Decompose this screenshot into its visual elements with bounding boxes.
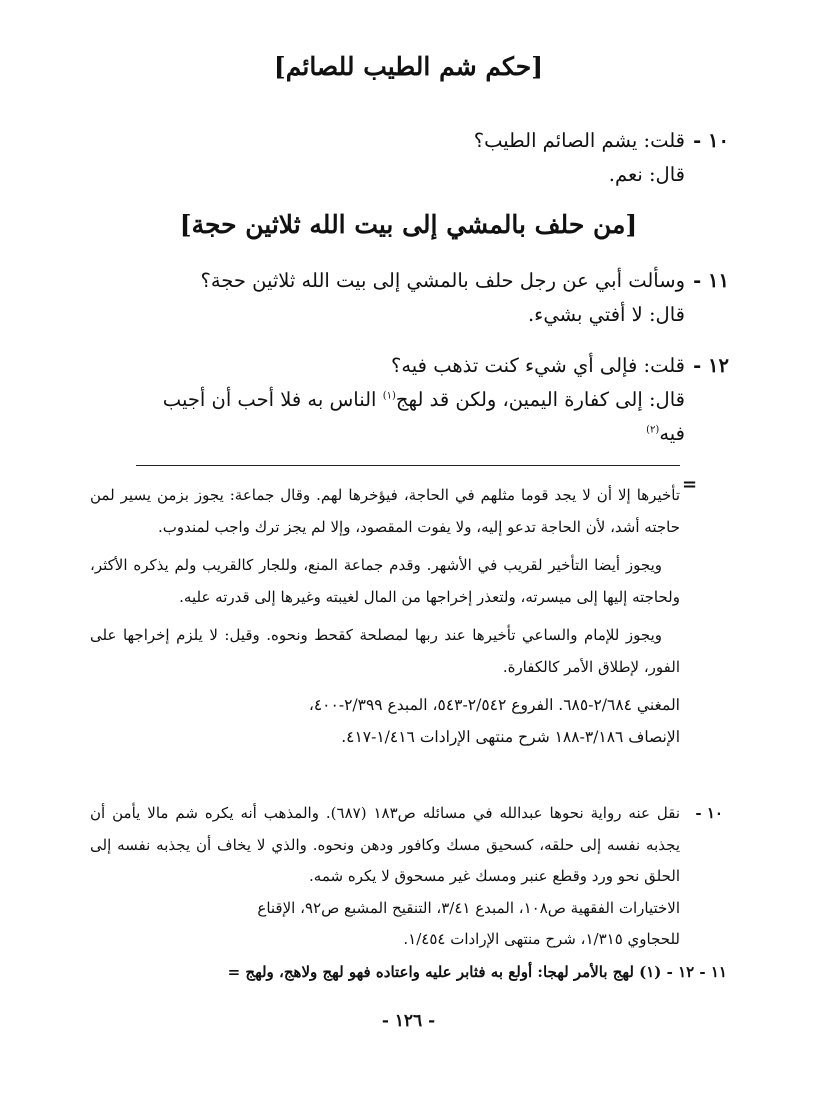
- answer-text: قال: لا أفتي بشيء.: [527, 303, 685, 326]
- entry-question: [60, 264, 729, 298]
- answer-part: فيه: [659, 422, 685, 445]
- entry-12: [60, 349, 729, 451]
- footnote-reference: المغني ٢/٦٨٤-٦٨٥. الفروع ٢/٥٤٢-٥٤٣، المبدع ٢/٣٩٩-٤٠٠،: [308, 696, 680, 714]
- entry-question: [60, 349, 729, 383]
- footnote-11-12: ١١ - ١٢ - (١) لهج بالأمر لهجا: أولع به فثابر عليه واعتاده فهو لهج ولاهج، ولهج =: [227, 963, 727, 981]
- footnote-paragraph: ويجوز للإمام والساعي تأخيرها عند ربها لمصلحة كقحط ونحوه. وقيل: لا يلزم إخراجها على الفور، لإطلاق الأمر كالكفارة.: [90, 626, 680, 676]
- answer-text: [60, 383, 729, 417]
- footnote-label: ١٠ -: [695, 804, 723, 822]
- question-text: قلت: فإلى أي شيء كنت تذهب فيه؟: [390, 354, 685, 377]
- footnote-marker: (١): [382, 390, 396, 402]
- footnotes-continued: [90, 480, 680, 753]
- footnote-reference: الإنصاف ٣/١٨٦-١٨٨ شرح منتهى الإرادات ١/٤١٦-٤١٧.: [341, 727, 680, 746]
- question-text: وسألت أبي عن رجل حلف بالمشي إلى بيت الله ثلاثين حجة؟: [200, 269, 685, 292]
- section-heading-perfume: [حكم شم الطيب للصائم]: [273, 52, 544, 81]
- footnote-10: [90, 798, 723, 956]
- answer-text: قال: نعم.: [608, 163, 685, 186]
- entry-number: ١٢ -: [693, 354, 729, 377]
- section-heading-oath: [من حلف بالمشي إلى بيت الله ثلاثين حجة]: [179, 210, 638, 239]
- footnote-paragraph: ويجوز أيضا التأخير لقريب في الأشهر. وقدم جماعة المنع، وللجار كالقريب ولم يذكره الأكثر، ولحاجته إليها إلى ميسرته، ولتعذر إخراجها من المال لغيبته وغيرها إلى قدرته عليه.: [90, 556, 680, 606]
- entry-11: [60, 264, 729, 332]
- entry-number: ١٠ -: [693, 129, 729, 152]
- answer-part: قال: إلى كفارة اليمين، ولكن قد لهج: [395, 388, 685, 411]
- question-text: قلت: يشم الصائم الطيب؟: [473, 129, 685, 152]
- page-number-text: - ١٢٦ -: [381, 1011, 436, 1031]
- footnote-body: [90, 798, 723, 956]
- page-number: [0, 1011, 817, 1031]
- footnote-text: نقل عنه رواية نحوها عبدالله في مسائله ص١٨٣ (٦٨٧). والمذهب أنه يكره شم مالا يأمن أن يجذبه نفسه إلى حلقه، كسحيق مسك وكافور ودهن ونحوه. والذي لا يخاف أن يجذبه نفسه إلى الحلق نحو ورد وقطع عنبر ومسك غير مسحوق لا يكره شمه.: [90, 804, 680, 885]
- continuation-mark: =: [682, 474, 698, 495]
- footnote-reference: الاختيارات الفقهية ص١٠٨، المبدع ٣/٤١، التنقيح المشبع ص٩٢، الإقناع: [257, 898, 680, 917]
- entry-question: [60, 124, 729, 158]
- entry-10: [60, 124, 729, 192]
- answer-part: الناس به فلا أحب أن أجيب: [162, 388, 383, 411]
- footnote-reference: للحجاوي ١/٣١٥، شرح منتهى الإرادات ١/٤٥٤.: [403, 930, 680, 948]
- footnote-paragraph: تأخيرها إلا أن لا يجد قوما مثلهم في الحاجة، فيؤخرها لهم. وقال جماعة: يجوز بزمن يسير لمن حاجته أشد، لأن الحاجة تدعو إليه، ولا يفوت المقصود، وإلا لم يجز ترك واجب لمندوب.: [90, 486, 680, 536]
- answer-continuation: [60, 417, 729, 451]
- footnote-divider: [136, 465, 680, 466]
- entry-number: ١١ -: [693, 269, 729, 292]
- footnote-marker: (٢): [646, 424, 660, 436]
